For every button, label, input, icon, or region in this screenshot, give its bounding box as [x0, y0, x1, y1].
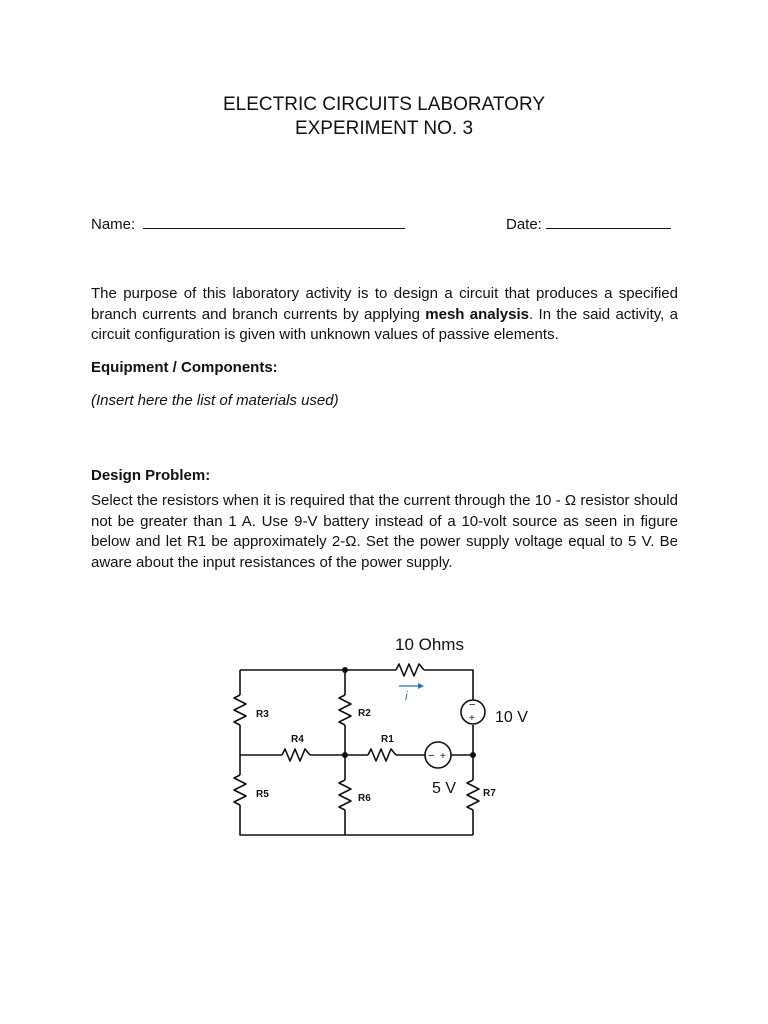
resistor-10ohm	[396, 664, 424, 676]
circuit-diagram	[220, 620, 550, 850]
label-10v-plus: +	[469, 713, 475, 724]
label-r3: R3	[256, 709, 269, 720]
experiment-number: EXPERIMENT NO. 3	[294, 118, 474, 139]
resistor-r1	[368, 749, 396, 761]
label-10-ohms: 10 Ohms	[395, 635, 464, 654]
resistor-r7	[467, 780, 479, 810]
label-5v-minus: −	[428, 750, 435, 762]
intro-text-b: . In the said activity, a circuit configuration is given with unknown values of passive elements.	[91, 305, 679, 343]
label-5v: 5 V	[432, 780, 457, 797]
label-r5: R5	[256, 789, 269, 800]
intro-paragraph	[91, 284, 678, 346]
name-field	[91, 214, 405, 235]
date-field	[506, 214, 671, 235]
date-label: Date:	[506, 216, 542, 233]
label-r1: R1	[381, 734, 394, 745]
node-top-middle	[342, 667, 348, 673]
design-problem-heading: Design Problem:	[91, 467, 211, 484]
resistor-r6	[339, 780, 351, 810]
top-wire	[240, 670, 473, 700]
document-title: ELECTRIC CIRCUITS LABORATORY	[222, 94, 545, 115]
node-center	[342, 752, 348, 758]
name-label: Name:	[91, 216, 136, 233]
label-10v-minus: −	[469, 699, 476, 711]
resistor-r5	[234, 775, 246, 805]
resistor-r2	[339, 695, 351, 725]
date-blank-line	[546, 214, 671, 229]
equipment-heading: Equipment / Components:	[91, 359, 278, 376]
label-5v-plus: +	[440, 751, 446, 762]
label-r7: R7	[483, 788, 496, 799]
resistor-r3	[234, 695, 246, 725]
node-right	[470, 752, 476, 758]
equipment-placeholder: (Insert here the list of materials used)	[91, 392, 339, 409]
label-10v: 10 V	[495, 709, 528, 726]
label-r6: R6	[358, 793, 371, 804]
label-current-i: i	[405, 689, 408, 703]
design-problem-text: Select the resistors when it is required that the current through the 10 - Ω resistor should not be greater than 1 A. Use 9-V battery instead of a 10-volt source as seen in figure below and let R1 be approximately 2-Ω. Set the power supply voltage equal to 5 V. Be aware about the input resistances of the power supply.	[91, 492, 678, 571]
left-wire	[240, 670, 476, 835]
resistor-r4	[282, 749, 310, 761]
current-arrow	[399, 683, 424, 689]
label-r2: R2	[358, 708, 371, 719]
intro-text-a: The purpose of this laboratory activity is to design a circuit that produces a specified branch currents and branch currents by applying	[91, 285, 678, 323]
name-blank-line	[143, 214, 405, 229]
label-r4: R4	[291, 734, 304, 745]
intro-bold-term: mesh analysis	[425, 305, 530, 323]
